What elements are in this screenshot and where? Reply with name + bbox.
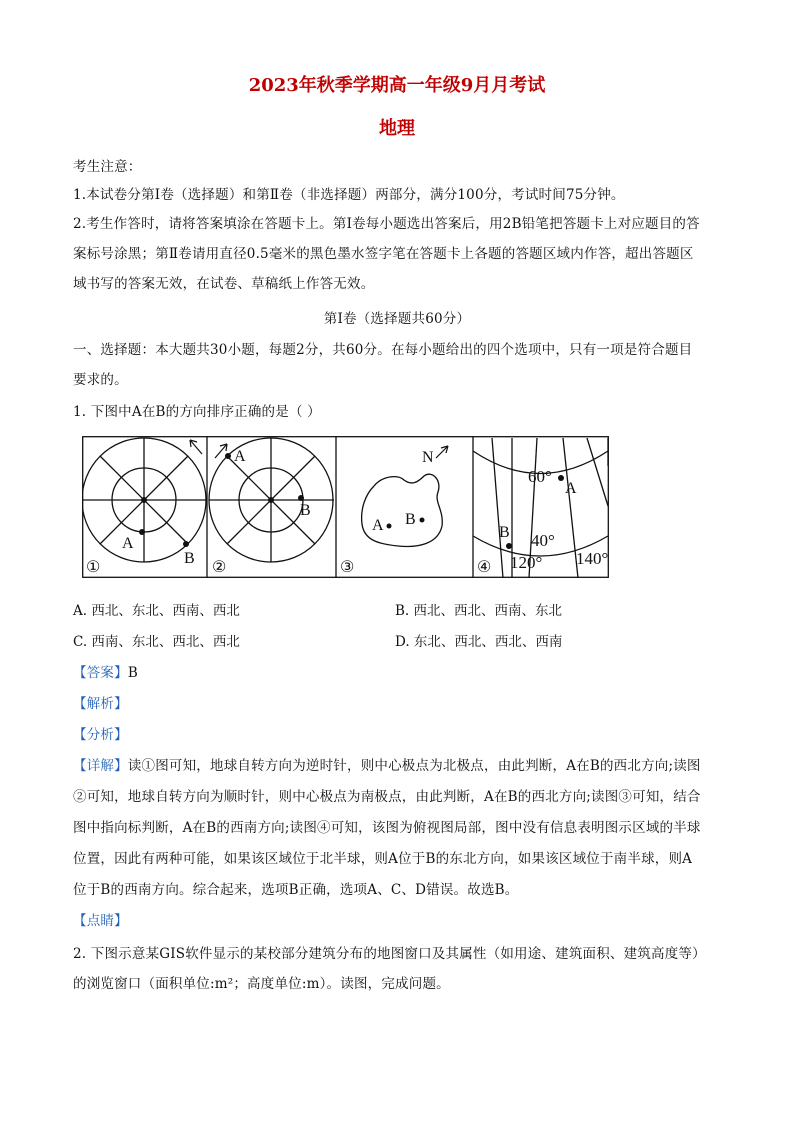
q1-option-d: D. 东北、西北、西北、西南: [395, 634, 563, 650]
analysis-label: 【解析】: [73, 696, 128, 712]
panel-4-lat-40: 40°: [531, 531, 555, 550]
panel-4-lat-60: 60°: [528, 467, 552, 486]
panel-3-label-b: B: [405, 511, 416, 528]
detail-line-5: 位于B的西南方向。综合起来，选项B正确，选项A、C、D错误。故选B。: [73, 882, 519, 898]
q2-line-2: 的浏览窗口（面积单位:m²；高度单位:m）。读图，完成问题。: [73, 976, 450, 992]
detail-line-1: [73, 754, 701, 774]
panel-4-lon-120: 120°: [510, 553, 543, 572]
q1-option-b: B. 西北、西北、西南、东北: [395, 603, 563, 619]
panel-2-label-a: A: [234, 448, 246, 465]
panel-1-point-b: [183, 541, 189, 547]
detail-text-1: 读①图可知，地球自转方向为逆时针，则中心极点为北极点，由此判断，A在B的西北方向;读图: [127, 758, 701, 774]
notice-item-2-line-2: 案标号涂黑；第Ⅱ卷请用直径0.5毫米的黑色墨水签字笔在答题卡上各题的答题区域内作答，超出答题区: [73, 246, 694, 262]
notice-item-2-line-3: 域书写的答案无效，在试卷、草稿纸上作答无效。: [73, 276, 375, 292]
panel-1-label-a: A: [122, 535, 134, 552]
panel-1-number: ①: [86, 559, 101, 576]
section-intro-line-1: 一、选择题：本大题共30小题，每题2分，共60分。在每小题给出的四个选项中，只有一项是符合题目: [73, 342, 693, 358]
fenxi-label: 【分析】: [73, 727, 128, 743]
dianjing-label: 【点睛】: [73, 913, 128, 929]
answer-label: 【答案】: [73, 665, 128, 681]
panel-2-number: ②: [212, 559, 227, 576]
q1-option-a: A. 西北、东北、西南、西北: [73, 603, 240, 619]
exam-title: 2023年秋季学期高一年级9月月考试: [248, 75, 546, 96]
panel-3-north-label: N: [422, 449, 434, 466]
detail-line-3: 图中指向标判断，A在B的西南方向;读图④可知，该图为俯视图局部，图中没有信息表明图示区域的半球: [73, 820, 701, 836]
panel-1-point-a: [139, 529, 145, 535]
panel-1-label-b: B: [184, 550, 195, 567]
panel-4-label-b: B: [499, 524, 510, 541]
subject-title: 地理: [379, 118, 415, 139]
panel-4-label-a: A: [565, 480, 577, 497]
panel-4-number: ④: [477, 559, 492, 576]
panel-2-point-b: [298, 495, 304, 501]
panel-4-point-a: [558, 475, 564, 481]
panel-4-lon-140: 140°: [576, 549, 609, 568]
q1-figure: [82, 436, 609, 578]
detail-label: 【详解】: [73, 758, 128, 774]
q1-stem: 1. 下图中A在B的方向排序正确的是（ ）: [73, 404, 321, 420]
q2-line-1: 2. 下图示意某GIS软件显示的某校部分建筑分布的地图窗口及其属性（如用途、建筑面积、建筑高度等）: [73, 946, 706, 962]
q1-option-c: C. 西南、东北、西北、西北: [73, 634, 240, 650]
panel-2-point-a: [225, 453, 231, 459]
answer-value: B: [127, 665, 138, 681]
notice-item-2-line-1: 2.考生作答时，请将答案填涂在答题卡上。第Ⅰ卷每小题选出答案后，用2B铅笔把答题卡上对应题目的答: [73, 216, 700, 232]
section-intro-line-2: 要求的。: [73, 372, 128, 388]
panel-4-point-b: [506, 543, 512, 549]
detail-line-2: ②可知，地球自转方向为顺时针，则中心极点为南极点，由此判断，A在B的西北方向;读图③可知，结合: [73, 789, 701, 805]
q1-answer-row: [73, 661, 138, 681]
notice-heading: 考生注意：: [73, 159, 142, 175]
section-title: 第Ⅰ卷（选择题共60分）: [323, 311, 471, 327]
panel-3-label-a: A: [372, 517, 384, 534]
panel-2-label-b: B: [300, 502, 311, 519]
panel-3-point-a: [387, 524, 392, 529]
panel-3-point-b: [420, 518, 425, 523]
panel-3-number: ③: [340, 559, 355, 576]
notice-item-1: 1.本试卷分第Ⅰ卷（选择题）和第Ⅱ卷（非选择题）两部分，满分100分，考试时间75分钟。: [73, 187, 625, 203]
detail-line-4: 位置，因此有两种可能，如果该区域位于北半球，则A位于B的东北方向，如果该区域位于南半球，则A: [73, 851, 693, 867]
